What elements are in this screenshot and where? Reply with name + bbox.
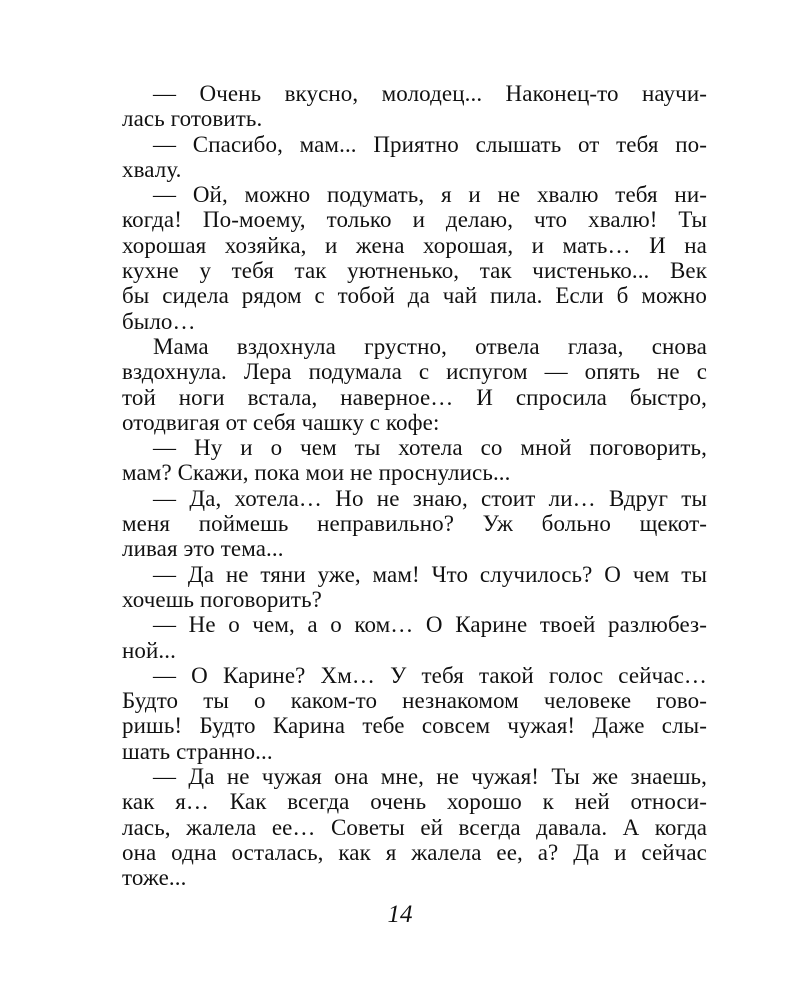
page-number: 14: [387, 901, 413, 928]
text-line: Мама вздохнула грустно, отвела глаза, снова: [153, 333, 707, 359]
text-line: лась готовить.: [122, 106, 263, 132]
text-line: она одна осталась, как я жалела ее, а? Да и сейчас: [122, 839, 707, 865]
text-line: — Спасибо, мам... Приятно слышать от тебя по-: [153, 131, 707, 157]
text-line: было…: [122, 308, 196, 334]
text-line: той ноги встала, наверное… И спросила быстро,: [122, 384, 707, 410]
text-line: — Ну и о чем ты хотела со мной поговорить,: [153, 435, 707, 461]
text-line: шать странно...: [122, 738, 273, 764]
text-line: — Очень вкусно, молодец... Наконец-то научи-: [153, 81, 707, 106]
text-line: бы сидела рядом с тобой да чай пила. Если б можно: [122, 283, 707, 309]
text-line: ной...: [122, 637, 176, 663]
text-line: когда! По-моему, только и делаю, что хвалю! Ты: [122, 207, 707, 233]
text-line: кухне у тебя так уютненько, так чистенько... Век: [122, 258, 707, 284]
text-line: — Да не тяни уже, мам! Что случилось? О чем ты: [153, 561, 707, 587]
text-line: лась, жалела ее… Советы ей всегда давала. А когда: [122, 814, 707, 840]
text-line: — Да, хотела… Но не знаю, стоит ли… Вдруг ты: [153, 485, 707, 511]
text-line: тоже...: [122, 865, 187, 891]
text-line: — Ой, можно подумать, я и не хвалю тебя ни-: [153, 182, 707, 208]
text-line: хорошая хозяйка, и жена хорошая, и мать… И на: [122, 232, 707, 258]
text-line: хвалу.: [122, 156, 182, 182]
text-line: ришь! Будто Карина тебе совсем чужая! Даже слы-: [122, 713, 707, 739]
text-line: мам? Скажи, пока мои не проснулись...: [122, 460, 511, 486]
text-line: — Да не чужая она мне, не чужая! Ты же знаешь,: [153, 764, 707, 790]
text-line: — О Карине? Хм… У тебя такой голос сейчас…: [153, 662, 707, 688]
text-line: — Не о чем, а о ком… О Карине твоей разлюбез-: [153, 612, 707, 638]
text-line: вздохнула. Лера подумала с испугом — опять не с: [122, 359, 707, 385]
text-line: хочешь поговорить?: [122, 586, 322, 612]
text-line: Будто ты о каком-то незнакомом человеке гово-: [122, 688, 707, 714]
body-text: [122, 81, 707, 891]
text-line: ливая это тема...: [122, 536, 284, 562]
text-line: как я… Как всегда очень хорошо к ней относи-: [122, 789, 707, 815]
text-line: отодвигая от себя чашку с кофе:: [122, 409, 440, 435]
text-line: меня поймешь неправильно? Уж больно щекот-: [122, 511, 707, 537]
